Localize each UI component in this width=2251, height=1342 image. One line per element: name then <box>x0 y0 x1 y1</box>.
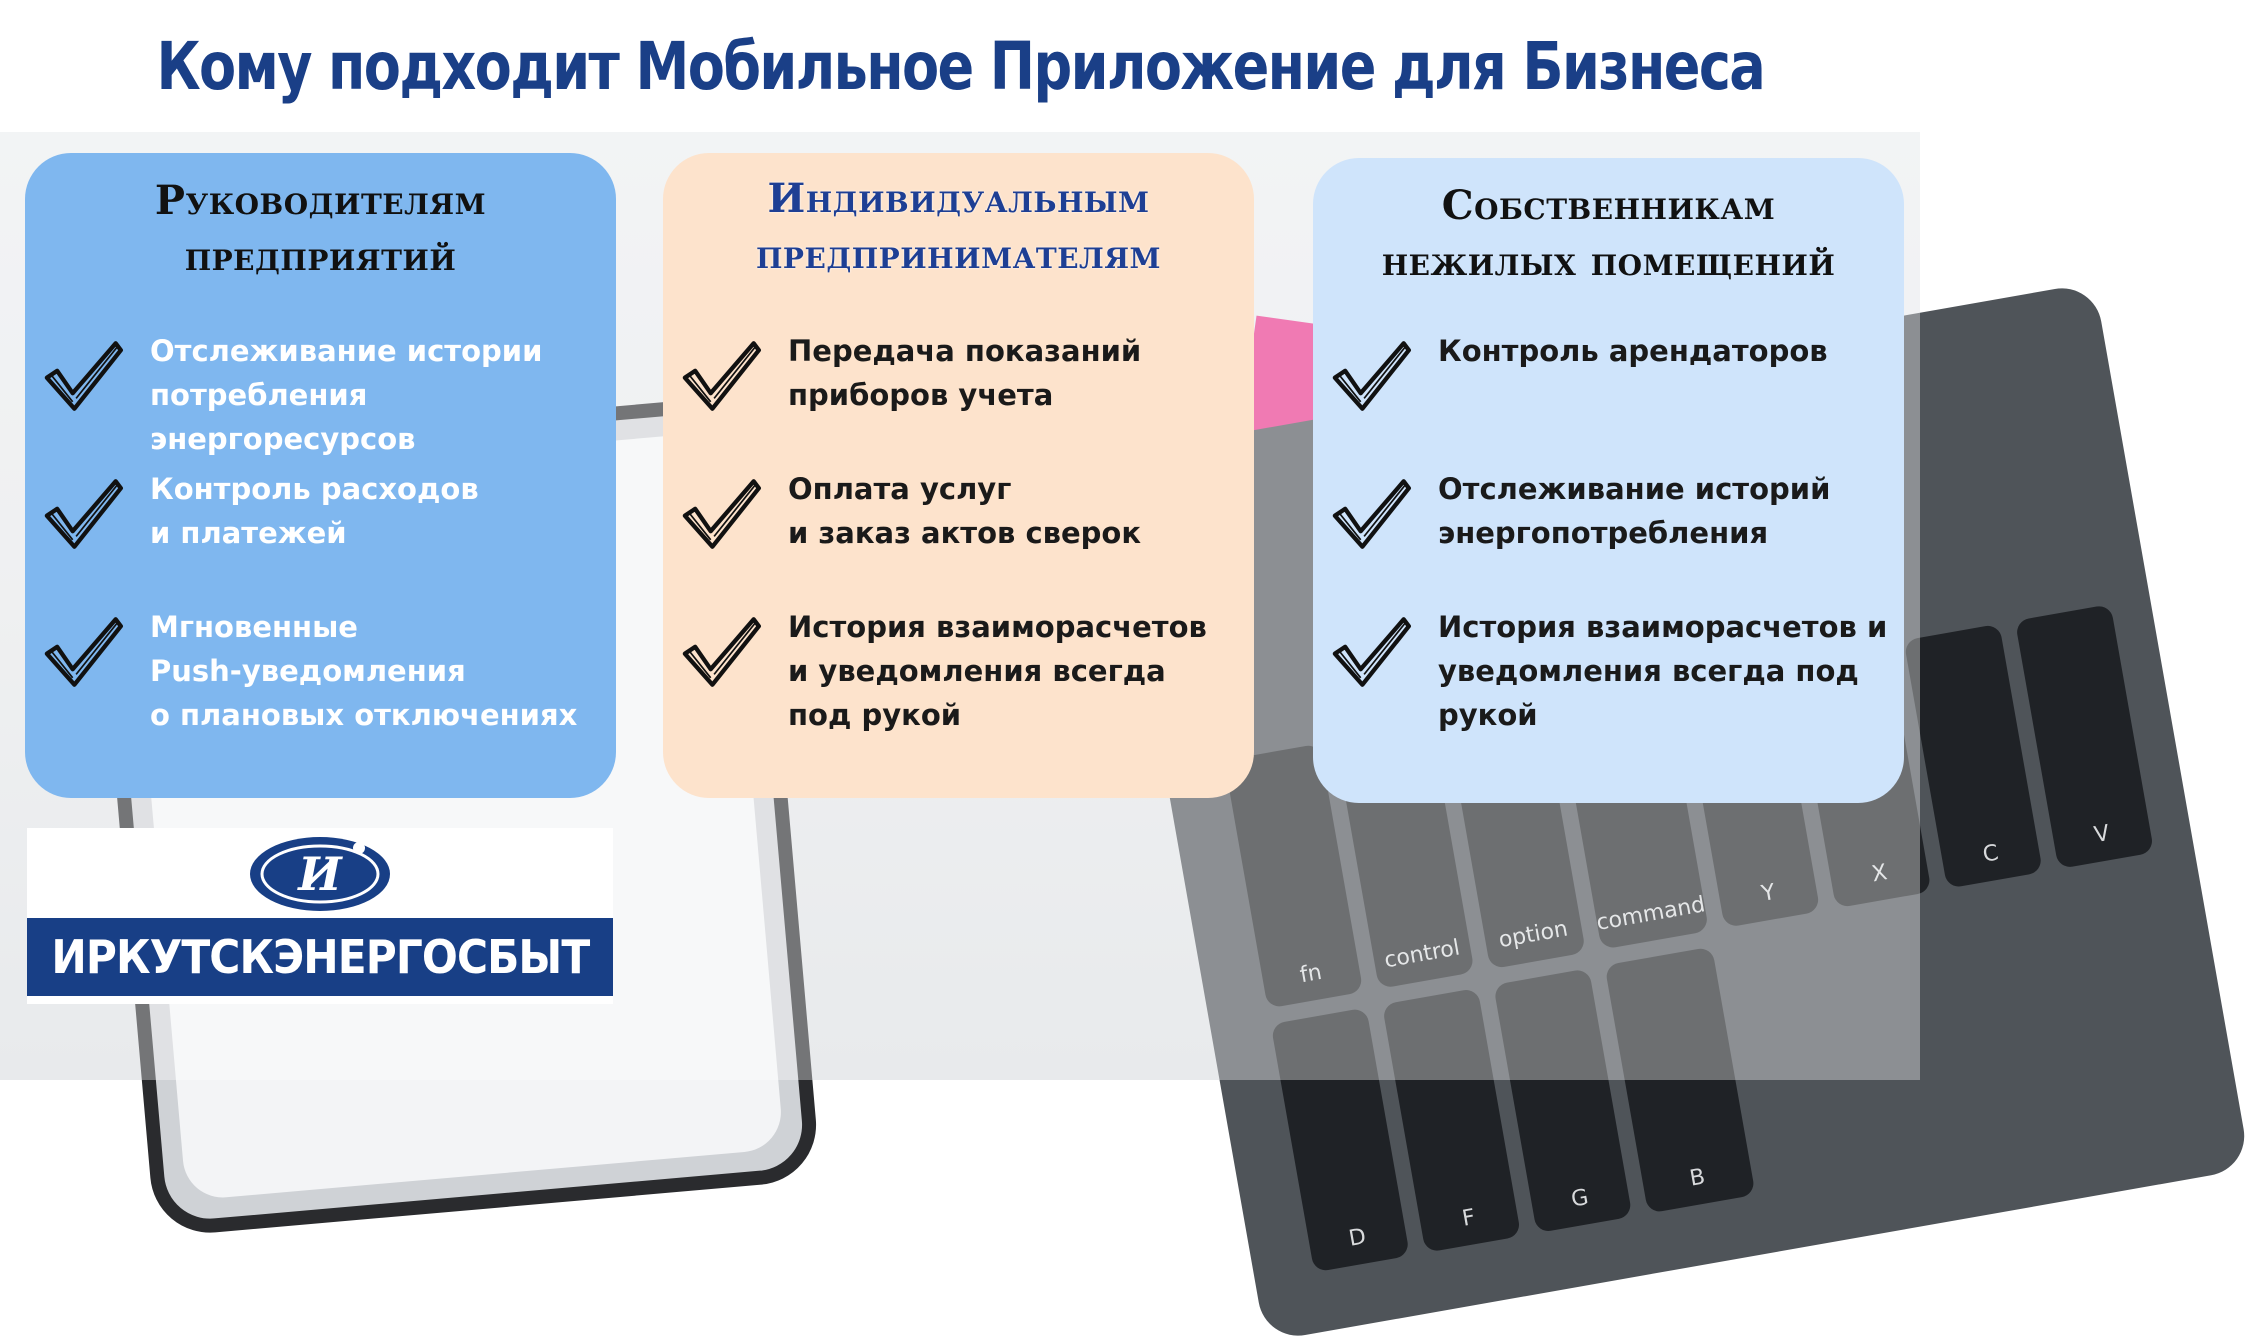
item-text: Контроль арендаторов <box>1438 334 1828 368</box>
key: command <box>1558 683 1710 950</box>
key: D <box>1271 1007 1410 1272</box>
list-item <box>678 333 1253 419</box>
key: fn <box>1224 744 1363 1009</box>
page-title: Кому подходит Мобильное Приложение для Бизнеса <box>156 27 1764 105</box>
company-logo <box>27 828 613 1004</box>
checkmark-icon <box>1328 471 1414 557</box>
key: Y <box>1682 663 1821 928</box>
item-text: Контроль расходов и платежей <box>150 472 479 550</box>
checkmark-icon <box>40 471 126 557</box>
key: F <box>1382 988 1521 1253</box>
logo-wordmark: ИРКУТСКЭНЕРГОСБЫТ <box>51 930 589 984</box>
list-item <box>1328 609 1903 737</box>
checkmark-icon <box>678 609 764 695</box>
checkmark-icon <box>678 471 764 557</box>
key: control <box>1335 724 1474 989</box>
card-managers <box>25 153 616 798</box>
list-item <box>40 333 615 461</box>
card-title: Руководителям предприятий <box>154 177 487 280</box>
checkmark-icon <box>40 333 126 419</box>
item-text: Мгновенные Push-уведомления о плановых отключениях <box>150 610 578 732</box>
logo-emblem-letter: И <box>298 847 342 901</box>
card-title: Собственникам нежилых помещений <box>1381 182 1836 285</box>
card-property-owners <box>1313 158 1904 803</box>
key: G <box>1493 968 1632 1233</box>
card-entrepreneurs <box>663 153 1254 798</box>
checkmark-icon <box>678 333 764 419</box>
key: X <box>1793 643 1932 908</box>
checkmark-icon <box>40 609 126 695</box>
item-text: Оплата услуг и заказ актов сверок <box>788 472 1142 550</box>
card-title: Индивидуальным предпринимателям <box>755 175 1162 278</box>
key: C <box>1904 624 2043 889</box>
list-item <box>678 471 1253 557</box>
item-text: Передача показаний приборов учета <box>788 334 1142 412</box>
key: B <box>1604 946 1756 1213</box>
list-item <box>40 471 615 557</box>
checkmark-icon <box>1328 333 1414 419</box>
logo-emblem-icon <box>247 834 393 914</box>
key: option <box>1446 704 1585 969</box>
list-item <box>1328 333 1903 419</box>
logo-band <box>27 918 613 996</box>
item-text: История взаиморасчетов и уведомления всегда под рукой <box>788 610 1207 732</box>
list-item <box>40 609 615 737</box>
checkmark-icon <box>1328 609 1414 695</box>
item-text: История взаиморасчетов и уведомления всегда под рукой <box>1438 610 1888 732</box>
list-item <box>1328 471 1903 557</box>
item-text: Отслеживание истории потребления энергоресурсов <box>150 334 543 456</box>
key: V <box>2015 604 2154 869</box>
list-item <box>678 609 1253 737</box>
title-bar <box>0 0 1920 132</box>
item-text: Отслеживание историй энергопотребления <box>1438 472 1831 550</box>
